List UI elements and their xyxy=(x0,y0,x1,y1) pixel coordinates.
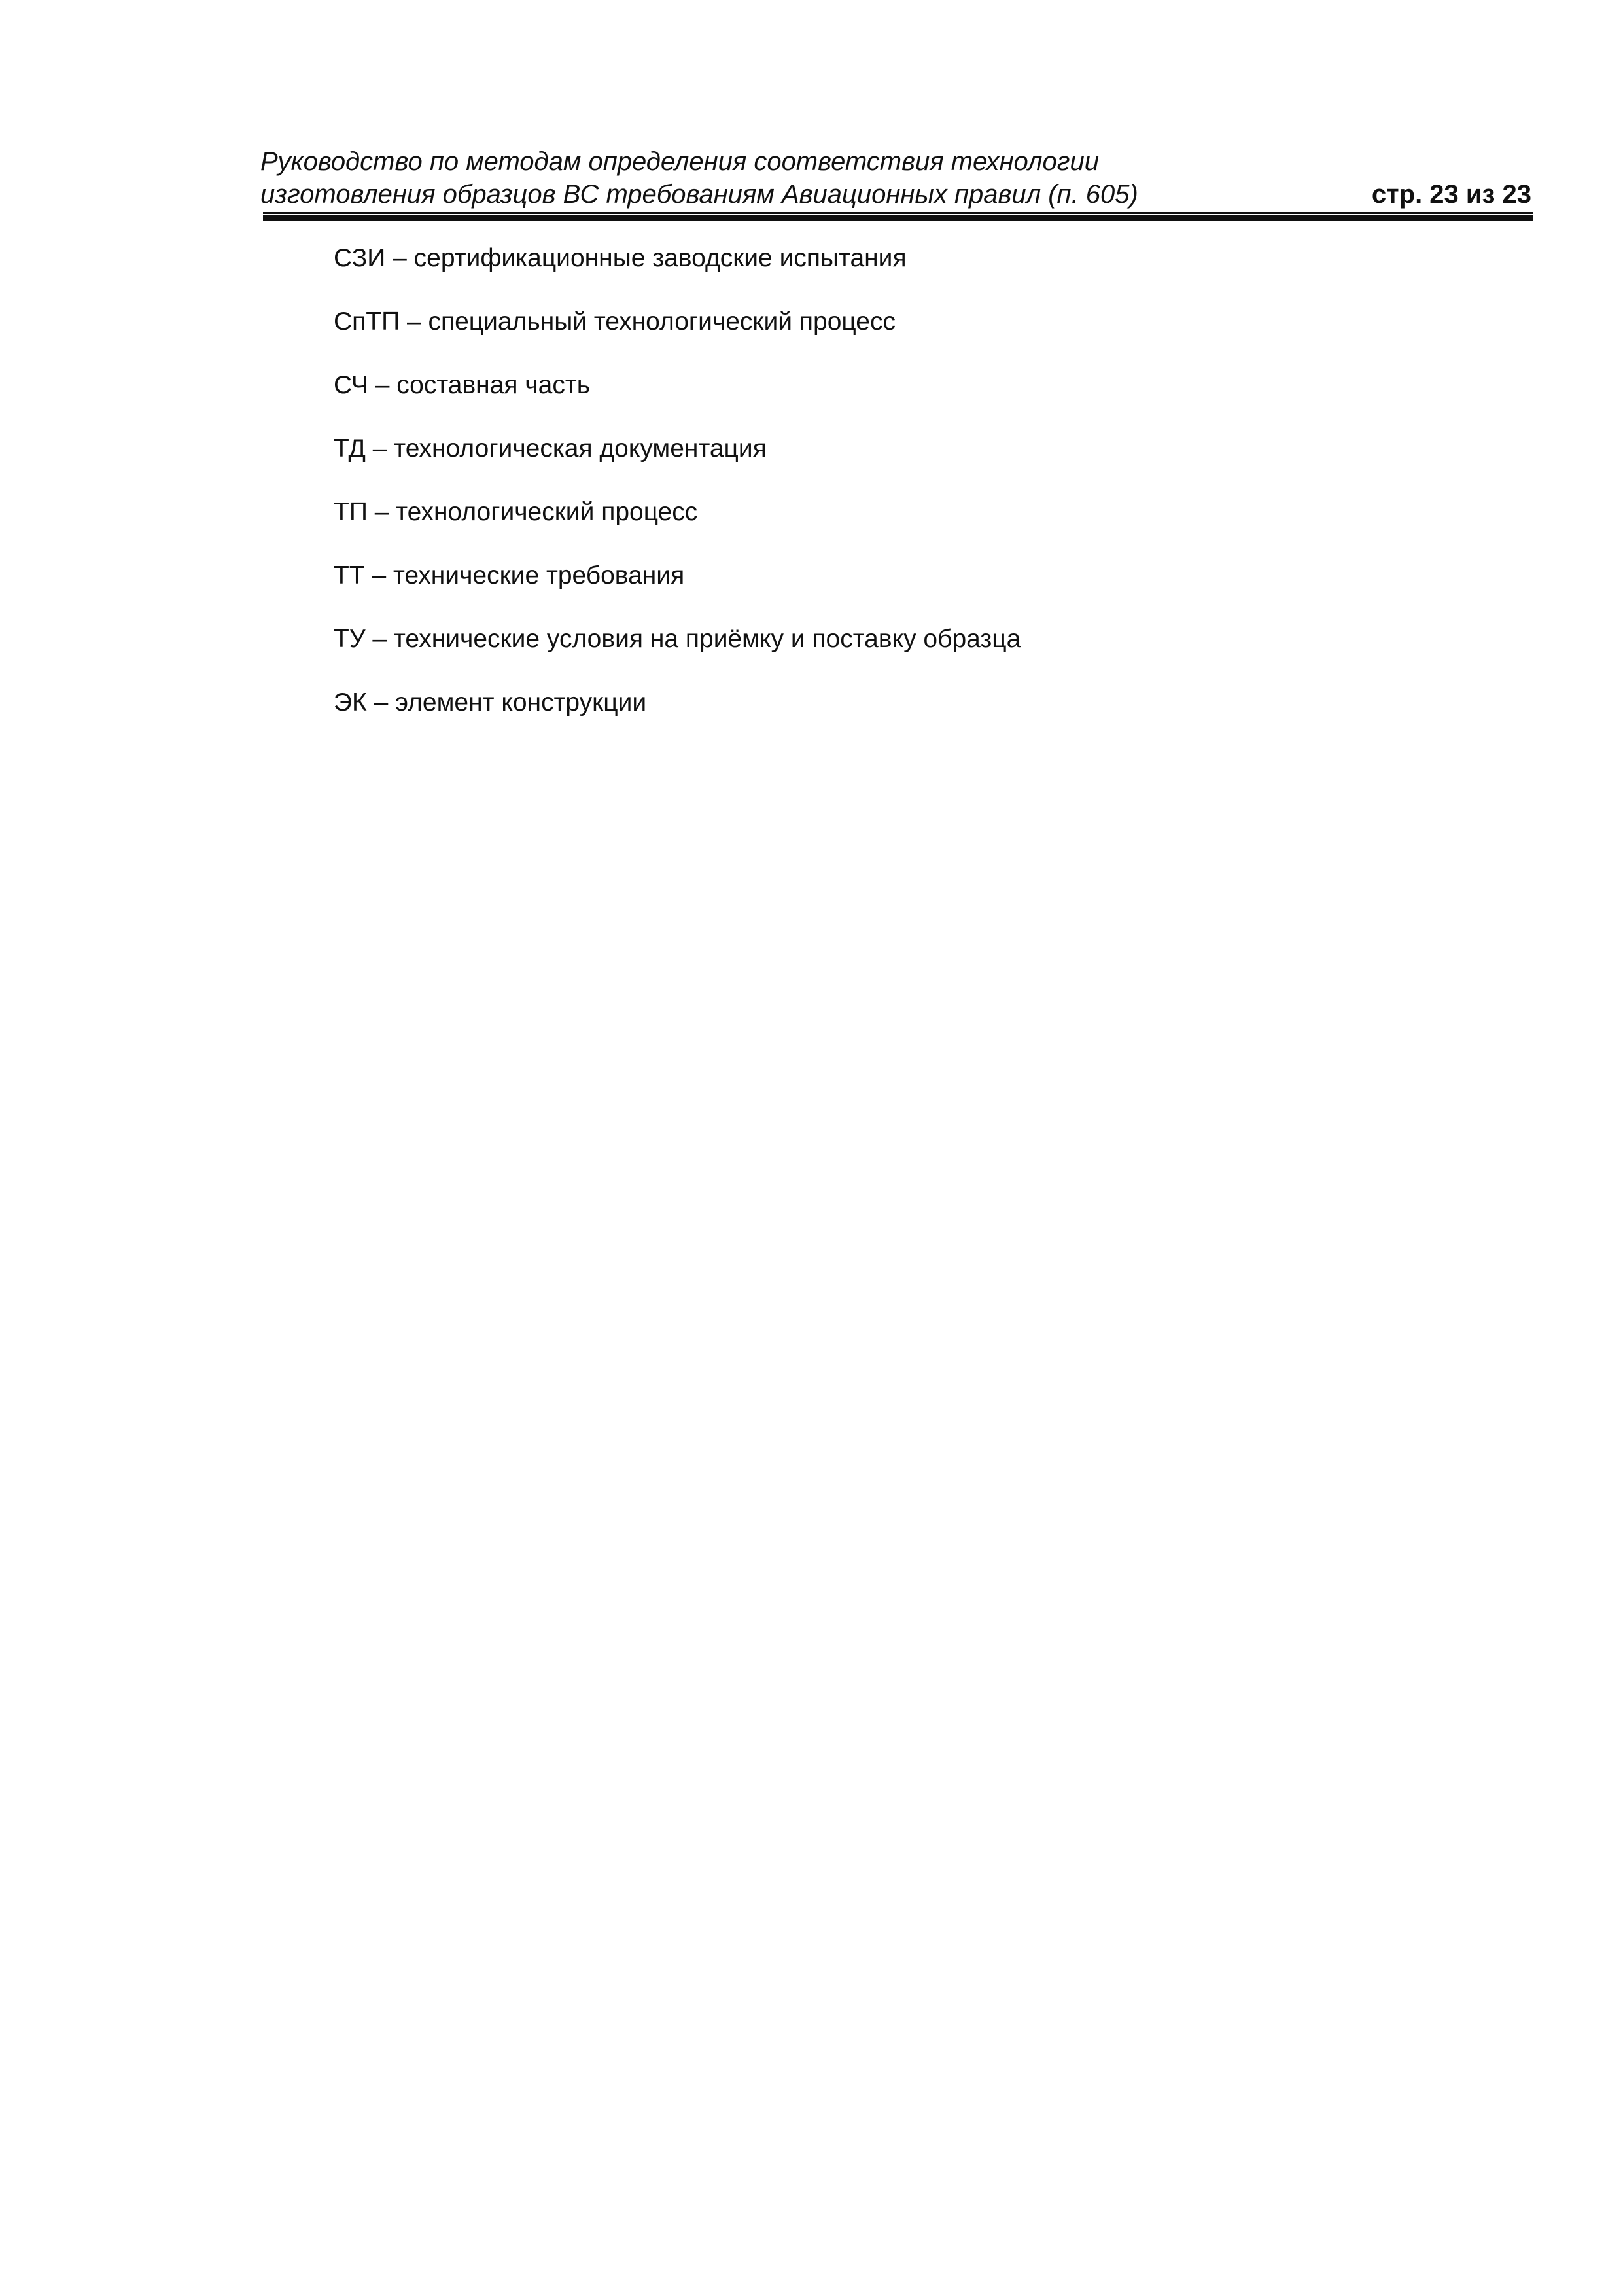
header-title-line-2: изготовления образцов ВС требованиям Авиационных правил (п. 605) xyxy=(260,180,1138,209)
abbreviation-item: СпТП – специальный технологический процесс xyxy=(334,308,896,336)
page-number: стр. 23 из 23 xyxy=(1371,180,1531,209)
abbreviation-item: СЗИ – сертификационные заводские испытания xyxy=(334,244,907,272)
abbreviation-item: ТУ – технические условия на приёмку и поставку образца xyxy=(334,625,1021,653)
abbreviation-item: СЧ – составная часть xyxy=(334,371,591,399)
header-title-line-1: Руководство по методам определения соответствия технологии xyxy=(260,147,1099,176)
abbreviation-list xyxy=(334,242,1021,750)
header-divider-thick xyxy=(263,215,1533,221)
header-title xyxy=(260,145,1138,211)
abbreviation-item: ТП – технологический процесс xyxy=(334,498,698,526)
header-divider-thin xyxy=(263,212,1533,214)
abbreviation-item: ТТ – технические требования xyxy=(334,561,685,590)
abbreviation-item: ЭК – элемент конструкции xyxy=(334,688,647,716)
abbreviation-item: ТД – технологическая документация xyxy=(334,434,767,463)
